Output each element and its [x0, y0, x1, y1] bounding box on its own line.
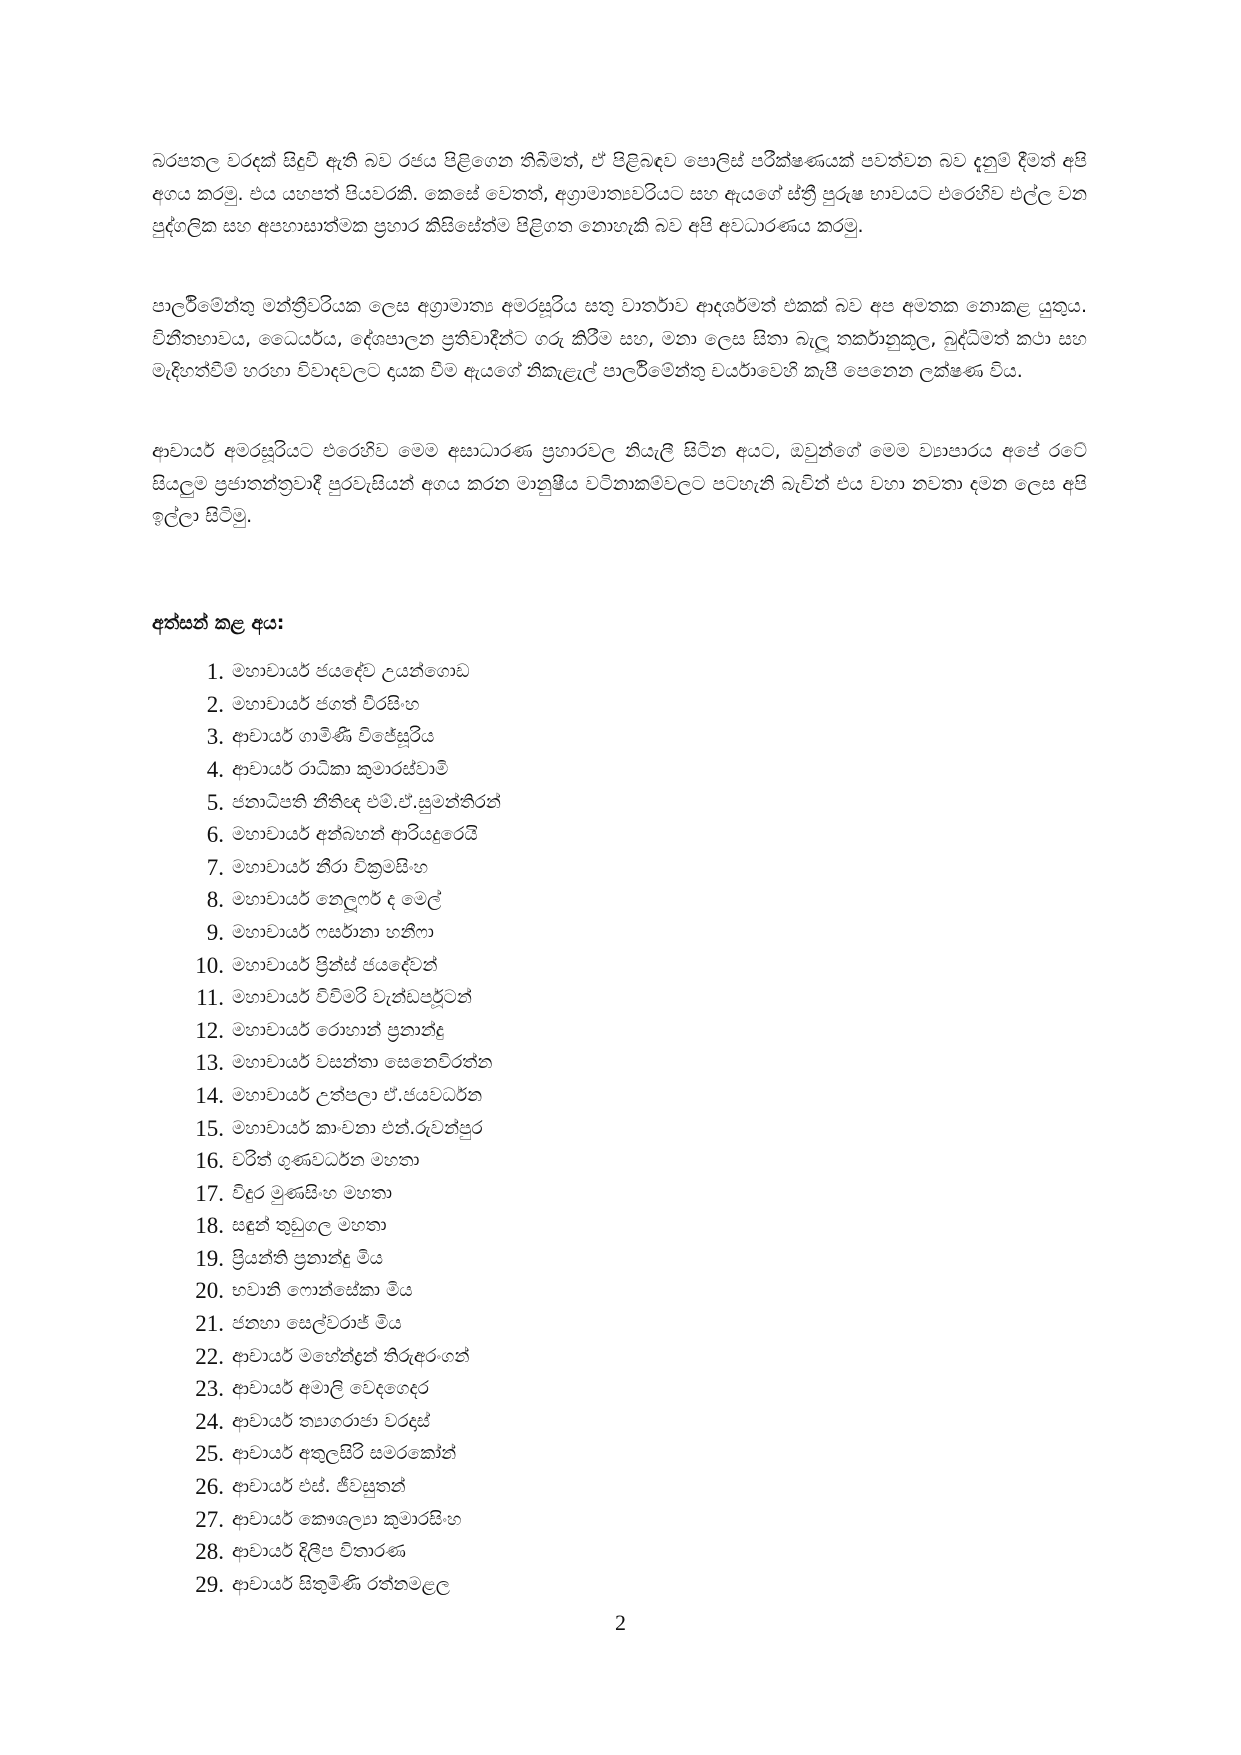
signatory-item [152, 1178, 852, 1211]
signatory-number: 2. [206, 691, 224, 717]
signatory-number: 9. [206, 919, 224, 945]
signatory-number: 18. [195, 1213, 224, 1239]
signatory-number: 28. [195, 1539, 224, 1565]
signatory-item [152, 884, 852, 917]
signatory-number: 24. [195, 1408, 224, 1434]
signatory-item [152, 1373, 852, 1406]
signatory-number: 20. [195, 1278, 224, 1304]
signatory-number: 15. [195, 1115, 224, 1141]
signatory-number: 13. [195, 1050, 224, 1076]
signatory-name: ආචාර්ය දිලීප විතාරණ [232, 1541, 406, 1563]
signatory-item [152, 819, 852, 852]
signatory-name: ආචාර්ය කෞශල්‍යා කුමාරසිංහ [232, 1508, 462, 1530]
signatory-item [152, 852, 852, 885]
paragraph-2: පාර්ලිමේන්තු මන්ත්‍රීවරියක ලෙස අග්‍රාමාත්‍ය අමරසූරිය සතු වාර්තාව ආදර්ශමත් එකක් බව අප අමතක නොකළ යුතුය. විනීතභාවය, ධෛර්යය, දේශපාලන ප්‍රතිවාදීන්ට ගරු කිරීම සහ, මනා ලෙස සිතා බැලූ තර්කානුකූල, බුද්ධිමත් කථා සහ මැදිහත්වීම් හරහා විවාදවලට දායක වීම ඇයගේ නිකැළැල් පාර්ලිමේන්තු චර්යාවෙහි කැපී පෙනෙන ලක්ෂණ විය. [152, 295, 1087, 382]
signatory-item [152, 1471, 852, 1504]
signatory-item [152, 1340, 852, 1373]
signatory-name: ජනහා සෙල්වරාජ් මිය [232, 1313, 402, 1335]
signatory-name: මහාචාර්ය අන්බහන් ආරියදුරෙයි [232, 824, 478, 846]
signatory-name: මහාචාර්ය නෙලූෆර් ද මෙල් [232, 889, 442, 911]
signatories-heading: අත්සන් කළ අය: [152, 612, 285, 634]
signatory-item [152, 1569, 852, 1602]
signatory-number: 21. [195, 1311, 224, 1337]
signatory-name: මහාචාර්ය කාංචනා එන්.රුවන්පුර [232, 1117, 483, 1139]
signatory-name: මහාචාර්ය ජයදේව උයන්ගොඩ [232, 661, 470, 683]
signatory-number: 7. [206, 854, 224, 880]
signatory-number: 25. [195, 1441, 224, 1467]
signatory-name: ආචාර්ය රාධිකා කුමාරස්වාමි [232, 758, 449, 780]
signatory-number: 26. [195, 1474, 224, 1500]
signatory-item [152, 1438, 852, 1471]
signatory-name: ආචාර්ය සිතුමිණි රත්නමළල [232, 1573, 450, 1595]
signatory-number: 29. [195, 1571, 224, 1597]
signatory-name: මහාචාර්ය විවිමරි වැන්ඩර්පූටන් [232, 987, 472, 1009]
signatory-name: ආචාර්ය අමාලි වෙදගෙදර [232, 1378, 429, 1400]
signatory-name: ජනාධිපති නීතිඥ එම්.ඒ.සුමන්තිරන් [232, 791, 501, 813]
signatory-name: විදුර මුණසිංහ මහතා [232, 1182, 393, 1204]
signatory-item [152, 1145, 852, 1178]
signatory-name: ආචාර්ය මහේන්ද්‍රන් තිරුඅරංගන් [232, 1345, 470, 1367]
paragraph-1: බරපතල වරදක් සිදුවී ඇති බව රජය පිළිගෙන තිබීමත්, ඒ පිළිබඳව පොලිස් පරීක්ෂණයක් පවත්වන බව දැනුම් දීමත් අපි අගය කරමු. එය යහපත් පියවරකි. කෙසේ වෙතත්, අග්‍රාමාත්‍යවරියට සහ ඇයගේ ස්ත්‍රී පුරුෂ භාවයට එරෙහිව එල්ල වන පුද්ගලික සහ අපහාසාත්මක ප්‍රහාර කිසිසේත්ම පිළිගත නොහැකි බව අපි අවධාරණය කරමු. [152, 150, 1087, 237]
signatory-item [152, 1275, 852, 1308]
signatory-name: මහාචාර්ය ෆර්සානා හනීෆා [232, 921, 434, 943]
signatory-name: සඳුන් තුඩුගල මහතා [232, 1215, 387, 1237]
signatory-name: ආචාර්ය ගාමිණී විජේසූරිය [232, 726, 435, 748]
signatory-number: 27. [195, 1506, 224, 1532]
signatory-number: 12. [195, 1017, 224, 1043]
signatory-item [152, 656, 852, 689]
signatory-number: 22. [195, 1343, 224, 1369]
signatory-name: මහාචාර්ය නීරා වික්‍රමසිංහ [232, 856, 429, 878]
signatory-name: මහාචාර්ය උත්පලා ඒ.ජයවර්ධන [232, 1084, 483, 1106]
signatory-item [152, 1210, 852, 1243]
signatory-item [152, 949, 852, 982]
page-number: 2 [615, 1610, 626, 1635]
signatory-item [152, 917, 852, 950]
signatory-item [152, 1015, 852, 1048]
signatory-item [152, 1536, 852, 1569]
signatory-item [152, 786, 852, 819]
signatory-number: 4. [206, 756, 224, 782]
signatory-item [152, 1308, 852, 1341]
signatory-name: චරිත් ගුණවර්ධන මහතා [232, 1150, 420, 1172]
signatory-item [152, 689, 852, 722]
signatory-item [152, 1503, 852, 1536]
paragraph-3: ආචාර්ය අමරසූරියට එරෙහිව මෙම අසාධාරණ ප්‍රහාරවල නියැලී සිටින අයට, ඔවුන්ගේ මෙම ව්‍යාපාරය අපේ රටේ සියලුම ප්‍රජාතන්ත්‍රවාදී පුරවැසියන් අගය කරන මානුෂීය වටිනාකම්වලට පටහැනි බැවින් එය වහා නවතා දමන ලෙස අපි ඉල්ලා සිටිමු. [152, 440, 1087, 527]
signatories-list [152, 656, 852, 1601]
signatory-item [152, 1406, 852, 1439]
signatory-number: 11. [196, 985, 224, 1011]
signatory-name: ආචාර්ය එස්. ජීවසුතන් [232, 1476, 406, 1498]
signatory-number: 14. [195, 1082, 224, 1108]
signatory-name: මහාචාර්ය වසන්තා සෙනෙවිරත්න [232, 1052, 493, 1074]
signatory-item [152, 721, 852, 754]
signatory-item [152, 1243, 852, 1276]
signatory-number: 6. [206, 822, 224, 848]
signatory-number: 10. [195, 952, 224, 978]
signatory-name: ආචාර්ය අතුලසිරි සමරකෝන් [232, 1443, 457, 1465]
signatory-number: 16. [195, 1148, 224, 1174]
signatory-number: 17. [195, 1180, 224, 1206]
signatory-number: 5. [206, 789, 224, 815]
signatory-item [152, 1112, 852, 1145]
signatory-number: 3. [206, 724, 224, 750]
signatory-number: 8. [206, 887, 224, 913]
signatory-name: භවානි ෆොන්සේකා මිය [232, 1280, 413, 1302]
signatory-name: මහාචාර්ය ප්‍රින්ස් ජයදේවන් [232, 954, 438, 976]
signatory-number: 19. [195, 1245, 224, 1271]
signatory-item [152, 1080, 852, 1113]
signatory-name: මහාචාර්ය ජගත් වීරසිංහ [232, 693, 420, 715]
signatory-name: ප්‍රියන්ති ප්‍රනාන්දු මිය [232, 1247, 384, 1269]
signatory-name: මහාචාර්ය රොහාන් ප්‍රනාන්දු [232, 1019, 444, 1041]
signatory-item [152, 1047, 852, 1080]
signatory-item [152, 754, 852, 787]
signatory-number: 1. [206, 659, 224, 685]
signatory-name: ආචාර්ය ත්‍යාගරාජා වරදාස් [232, 1410, 431, 1432]
signatory-number: 23. [195, 1376, 224, 1402]
signatory-item [152, 982, 852, 1015]
